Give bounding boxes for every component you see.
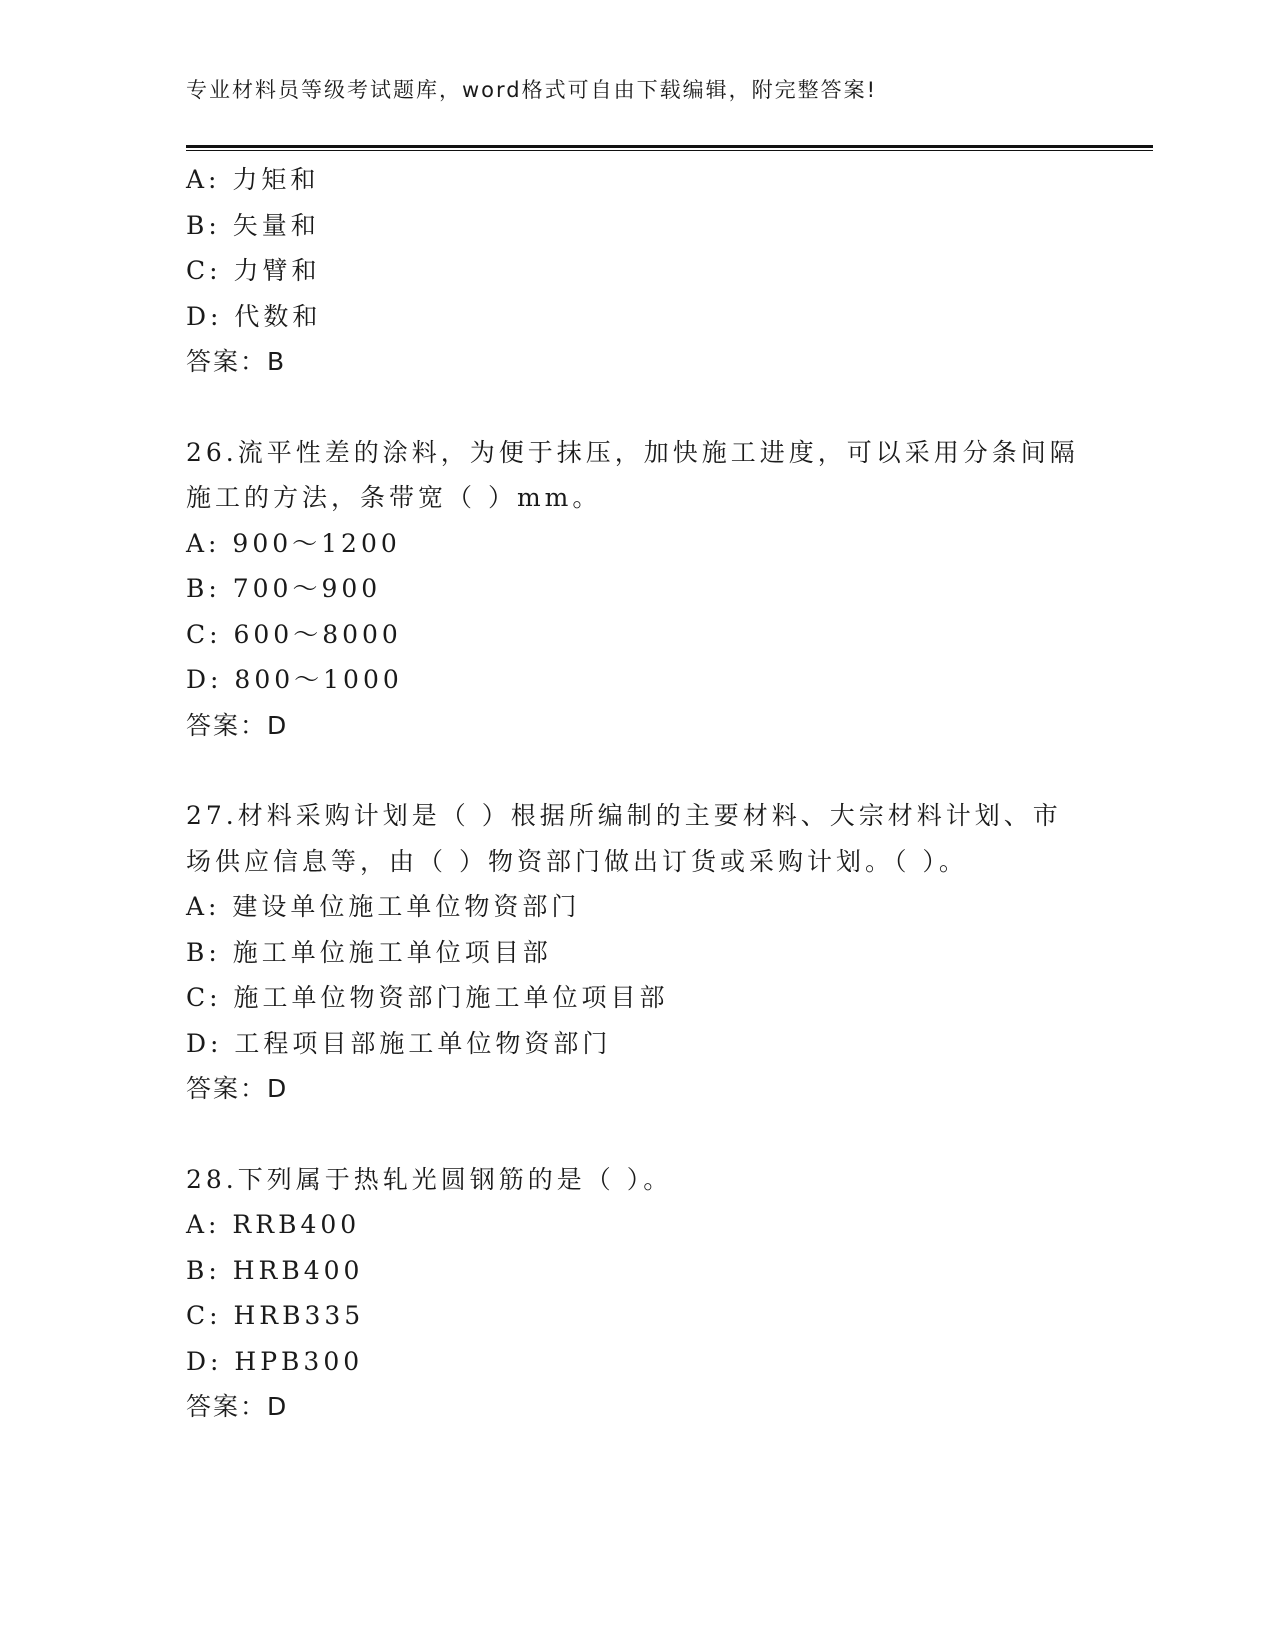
question-stem-line: 26.流平性差的涂料，为便于抹压，加快施工进度，可以采用分条间隔: [186, 437, 1079, 467]
option-a: A: 建设单位施工单位物资部门: [186, 892, 581, 921]
header-rule-thin: [186, 150, 1153, 151]
option-d: D: 工程项目部施工单位物资部门: [186, 1028, 612, 1058]
option-c: C: 力臂和: [186, 256, 321, 285]
question-stem-line: 场供应信息等，由（ ）物资部门做出订货或采购计划。（ ）。: [186, 846, 968, 876]
question-stem-line: 28.下列属于热轧光圆钢筋的是（ ）。: [186, 1164, 673, 1194]
option-d: D: 800～1000: [186, 665, 403, 694]
question-stem-line: 27.材料采购计划是（ ）根据所编制的主要材料、大宗材料计划、市: [186, 801, 1062, 830]
carryover-question: [186, 157, 1086, 385]
option-c: C: 施工单位物资部门施工单位项目部: [186, 983, 669, 1012]
option-a: A: 力矩和: [186, 165, 320, 194]
question-gap: [186, 385, 1086, 430]
option-c: C: 600～8000: [186, 619, 402, 649]
question-28: [186, 1157, 1086, 1430]
answer-line: 答案：B: [186, 347, 287, 376]
option-b: B: 700～900: [186, 574, 382, 603]
answer-line: 答案：D: [186, 1074, 289, 1103]
question-gap: [186, 748, 1086, 793]
question-stem-line: 施工的方法，条带宽（ ）mm。: [186, 483, 602, 512]
question-gap: [186, 1112, 1086, 1157]
option-c: C: HRB335: [186, 1301, 365, 1330]
option-a: A: 900～1200: [186, 528, 401, 558]
question-content: [186, 157, 1086, 1430]
option-a: A: RRB400: [186, 1210, 361, 1239]
option-d: D: HPB300: [186, 1346, 364, 1376]
option-b: B: HRB400: [186, 1255, 364, 1285]
option-b: B: 施工单位施工单位项目部: [186, 937, 552, 967]
option-d: D: 代数和: [186, 301, 322, 331]
answer-line: 答案：D: [186, 1392, 289, 1421]
page-header: 专业材料员等级考试题库，word格式可自由下载编辑，附完整答案!: [186, 78, 878, 102]
answer-line: 答案：D: [186, 710, 289, 740]
question-26: [186, 430, 1086, 749]
header-rule-thick: [186, 145, 1153, 148]
question-27: [186, 793, 1086, 1112]
option-b: B: 矢量和: [186, 210, 320, 240]
